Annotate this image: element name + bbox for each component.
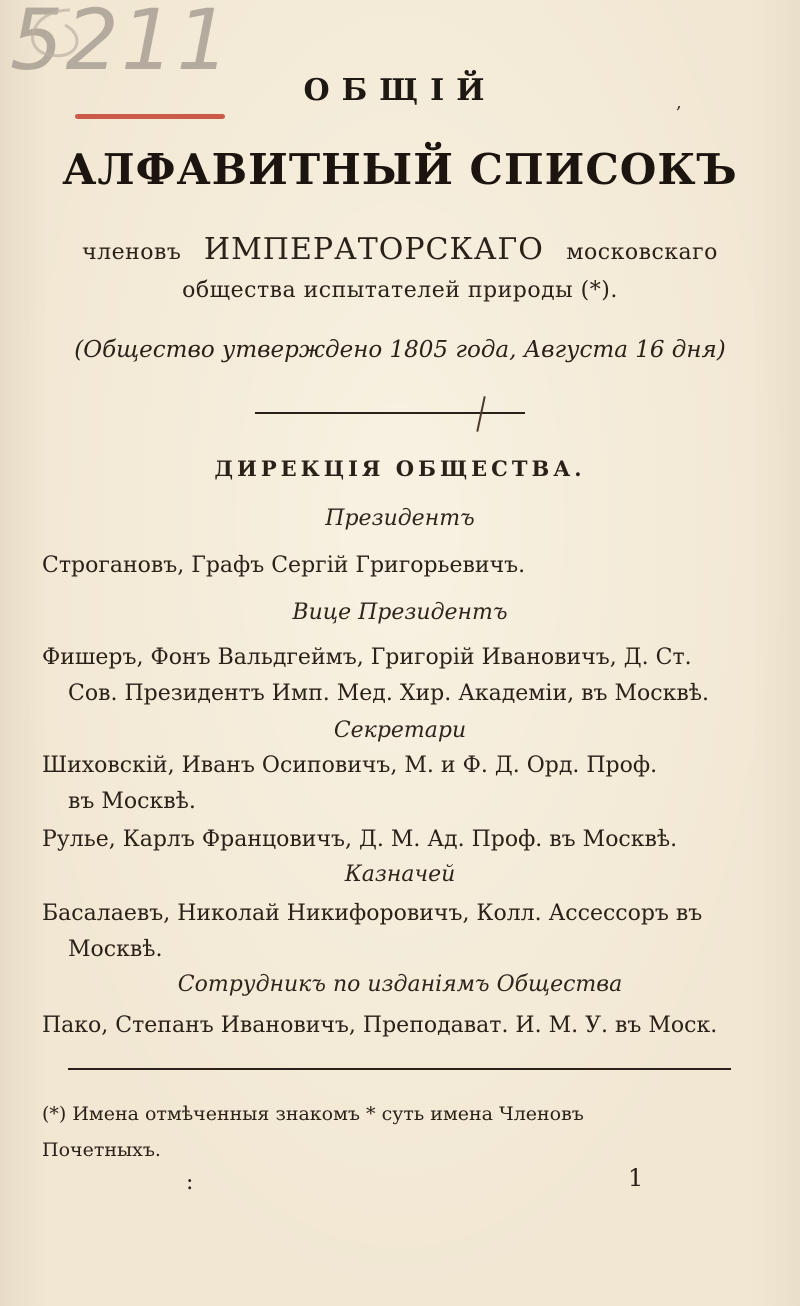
entry-treasurer-line-2: Москвѣ. <box>68 937 163 962</box>
printer-mark: : <box>186 1170 194 1195</box>
role-secretaries: Секретари <box>333 718 467 743</box>
role-president: Президентъ <box>325 506 475 531</box>
entry-vice-president-line-1: Фишеръ, Фонъ Вальдгеймъ, Григорій Ивановичъ, Д. Ст. <box>42 645 692 670</box>
archive-number: 5211 <box>10 0 232 89</box>
entry-treasurer-line-1: Басалаевъ, Николай Никифоровичъ, Колл. Ассессоръ въ <box>42 901 703 926</box>
subtitle-line-2: общества испытателей природы (*). <box>182 278 618 303</box>
role-treasurer: Казначей <box>344 862 456 887</box>
entry-editor: Пако, Степанъ Ивановичъ, Преподават. И. М. У. въ Моск. <box>42 1013 718 1038</box>
subtitle-post: московскаго <box>566 240 718 265</box>
role-vice-president: Вице Президентъ <box>292 600 508 625</box>
subtitle-caps: ИМПЕРАТОРСКАГО <box>203 232 544 267</box>
entry-secretary-1-line-2: въ Москвѣ. <box>68 789 196 814</box>
subtitle-pre: членовъ <box>82 240 182 265</box>
entry-vice-president-line-2: Сов. Президентъ Имп. Мед. Хир. Академіи, въ Москвѣ. <box>68 681 709 706</box>
page-title: АЛФАВИТНЫЙ СПИСОКЪ <box>62 145 738 194</box>
section-heading: ДИРЕКЦІЯ ОБЩЕСТВА. <box>214 456 586 481</box>
entry-secretary-2: Рулье, Карлъ Францовичъ, Д. М. Ад. Проф. въ Москвѣ. <box>42 827 678 852</box>
footnote-line-2: Почетныхъ. <box>42 1139 161 1161</box>
red-pencil-underline <box>75 114 225 119</box>
footnote-line-1: (*) Имена отмѣченныя знакомъ * суть имена Членовъ <box>42 1103 584 1125</box>
entry-president: Строгановъ, Графъ Сергій Григорьевичъ. <box>42 553 526 578</box>
entry-secretary-1-line-1: Шиховскій, Иванъ Осиповичъ, М. и Ф. Д. Орд. Проф. <box>42 753 658 778</box>
footnote <box>42 1096 752 1168</box>
page-number: 1 <box>628 1164 644 1192</box>
divider-footnote <box>68 1068 731 1070</box>
heading-obshchiy: ОБЩІЙ <box>303 73 497 108</box>
role-editor: Сотрудникъ по изданіямъ Общества <box>177 972 623 997</box>
subtitle-line-1 <box>0 232 800 267</box>
divider-short <box>255 412 525 414</box>
stray-ink-mark: , <box>676 92 682 113</box>
founding-date: (Общество утверждено 1805 года, Августа 16 дня) <box>74 337 726 363</box>
